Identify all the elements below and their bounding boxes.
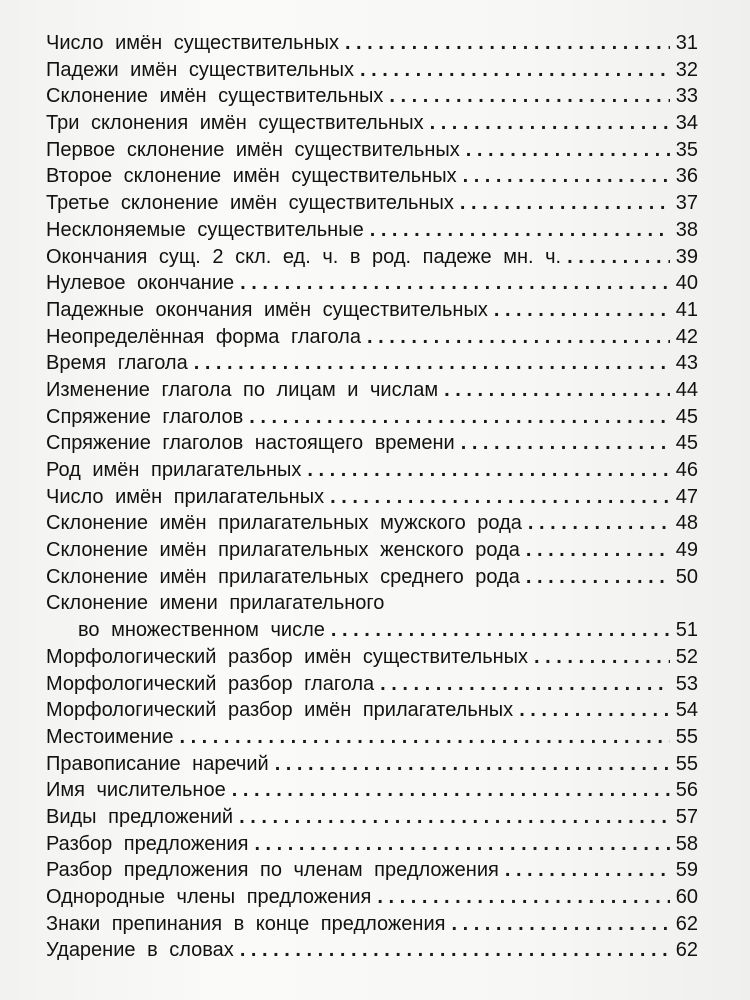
toc-entry-page: 48 bbox=[675, 512, 698, 535]
dot-leader bbox=[567, 244, 670, 271]
toc-entry bbox=[46, 57, 698, 84]
toc-entry-page: 41 bbox=[675, 298, 698, 321]
toc-entry-page: 54 bbox=[675, 699, 698, 722]
dot-leader bbox=[526, 564, 670, 591]
toc-entry bbox=[46, 377, 698, 404]
toc-entry-title: Имя числительное bbox=[46, 779, 226, 802]
toc-entry-title: Три склонения имён существительных bbox=[46, 112, 424, 135]
toc-entry bbox=[46, 537, 698, 564]
toc-entry-page: 38 bbox=[675, 218, 698, 241]
toc-entry bbox=[46, 324, 698, 351]
toc-entry bbox=[46, 217, 698, 244]
toc-entry-title: Морфологический разбор имён прилагательных bbox=[46, 699, 514, 722]
toc-entry-title: Неопределённая форма глагола bbox=[46, 325, 361, 348]
toc-entry bbox=[46, 163, 698, 190]
toc-entry-page: 60 bbox=[675, 886, 698, 908]
toc-entry bbox=[46, 457, 698, 484]
toc-entry-title-continuation: во множественном числе bbox=[78, 619, 325, 642]
dot-leader bbox=[360, 57, 670, 84]
toc-entry-title: Род имён прилагательных bbox=[46, 459, 302, 481]
toc-entry-title: Несклоняемые существительные bbox=[46, 218, 364, 241]
toc-entry bbox=[46, 430, 698, 457]
toc-entry-page: 50 bbox=[675, 565, 698, 588]
toc-entry bbox=[46, 110, 698, 137]
toc-entry-title: Знаки препинания в конце предложения bbox=[46, 912, 446, 935]
toc-entry-title: Ударение в словах bbox=[46, 939, 234, 962]
toc-entry-title: Склонение имён прилагательных женского рода bbox=[46, 539, 520, 562]
toc-entry-title: Морфологический разбор имён существительных bbox=[46, 645, 529, 668]
dot-leader bbox=[249, 404, 670, 431]
toc-entry-title: Третье склонение имён существительных bbox=[46, 192, 454, 215]
toc-entry-title: Изменение глагола по лицам и числам bbox=[46, 378, 439, 401]
toc-entry bbox=[46, 751, 698, 778]
dot-leader bbox=[461, 430, 670, 457]
toc-entry bbox=[46, 777, 698, 804]
toc-entry bbox=[46, 30, 698, 57]
toc-entry-title: Морфологический разбор глагола bbox=[46, 672, 375, 695]
toc-entry bbox=[46, 911, 698, 938]
toc-entry bbox=[46, 644, 698, 671]
toc-entry-title: Правописание наречий bbox=[46, 752, 269, 775]
toc-entry-page: 43 bbox=[675, 352, 698, 375]
toc-entry-page: 31 bbox=[675, 32, 698, 54]
toc-entry-page: 39 bbox=[675, 245, 698, 268]
toc-entry-title: Склонение имён прилагательных мужского рода bbox=[46, 512, 522, 535]
dot-leader bbox=[430, 110, 670, 137]
toc-entry-page: 58 bbox=[675, 832, 698, 855]
toc-entry bbox=[46, 244, 698, 271]
toc-entry-page: 37 bbox=[675, 192, 698, 215]
toc-entry-page: 49 bbox=[675, 539, 698, 562]
toc-entry-title: Виды предложений bbox=[46, 805, 234, 828]
toc-entry-title: Местоимение bbox=[46, 725, 174, 748]
dot-leader bbox=[370, 217, 670, 244]
toc-entry bbox=[46, 857, 698, 884]
dot-leader bbox=[463, 163, 670, 190]
toc-entry bbox=[46, 697, 698, 724]
toc-entry bbox=[46, 671, 698, 698]
toc-entry-title: Время глагола bbox=[46, 352, 188, 375]
dot-leader bbox=[275, 751, 670, 778]
toc-entry-title: Склонение имён существительных bbox=[46, 85, 384, 108]
toc-entry bbox=[46, 590, 698, 617]
dot-leader bbox=[240, 937, 670, 964]
toc-entry-title: Число имён существительных bbox=[46, 32, 339, 54]
toc-entry-page: 45 bbox=[675, 405, 698, 428]
toc-entry bbox=[46, 350, 698, 377]
dot-leader bbox=[367, 324, 670, 351]
toc-entry-title: Спряжение глаголов настоящего времени bbox=[46, 432, 455, 455]
toc-entry-page: 44 bbox=[675, 378, 698, 401]
toc-entry bbox=[46, 83, 698, 110]
dot-leader bbox=[466, 137, 670, 164]
toc-entry-page: 36 bbox=[675, 165, 698, 188]
dot-leader bbox=[179, 724, 670, 751]
toc-entry-page: 56 bbox=[675, 779, 698, 802]
toc-entry bbox=[46, 137, 698, 164]
dot-leader bbox=[331, 617, 670, 644]
toc-entry-page: 52 bbox=[675, 645, 698, 668]
dot-leader bbox=[330, 484, 670, 511]
toc-entry bbox=[46, 510, 698, 537]
dot-leader bbox=[460, 190, 670, 217]
dot-leader bbox=[519, 697, 670, 724]
toc-entry-title: Разбор предложения bbox=[46, 832, 249, 855]
dot-leader bbox=[307, 457, 670, 484]
dot-leader bbox=[254, 831, 670, 858]
toc-entry-page: 42 bbox=[675, 325, 698, 348]
dot-leader bbox=[240, 270, 670, 297]
toc-entry-title: Склонение имени прилагательного bbox=[46, 592, 385, 615]
toc-entry-page: 53 bbox=[675, 672, 698, 695]
toc-entry bbox=[46, 404, 698, 431]
toc-entry-page: 32 bbox=[675, 58, 698, 81]
toc-entry-title: Спряжение глаголов bbox=[46, 405, 244, 428]
toc-entry-page: 33 bbox=[675, 85, 698, 108]
toc-entry-title: Число имён прилагательных bbox=[46, 485, 325, 508]
dot-leader bbox=[232, 777, 670, 804]
dot-leader bbox=[380, 671, 670, 698]
toc-entry-page: 35 bbox=[675, 138, 698, 161]
toc-entry-page: 51 bbox=[675, 619, 698, 642]
dot-leader bbox=[534, 644, 670, 671]
toc-entry-title: Нулевое окончание bbox=[46, 272, 235, 295]
toc-entry-page: 59 bbox=[675, 859, 698, 882]
toc-entry-page: 57 bbox=[675, 805, 698, 828]
toc-entry-page: 40 bbox=[675, 272, 698, 295]
toc-entry-continuation bbox=[46, 617, 698, 644]
toc-entry-page: 62 bbox=[675, 939, 698, 962]
dot-leader bbox=[451, 911, 670, 938]
dot-leader bbox=[345, 30, 670, 57]
toc-entry bbox=[46, 937, 698, 964]
dot-leader bbox=[505, 857, 670, 884]
dot-leader bbox=[528, 510, 670, 537]
dot-leader bbox=[444, 377, 670, 404]
toc-entry-page: 62 bbox=[675, 912, 698, 935]
dot-leader bbox=[377, 884, 670, 911]
toc-entry-page: 46 bbox=[675, 459, 698, 481]
toc-entry bbox=[46, 831, 698, 858]
toc-entry-page: 55 bbox=[675, 752, 698, 775]
toc-entry-title: Первое склонение имён существительных bbox=[46, 138, 460, 161]
dot-leader bbox=[494, 297, 670, 324]
toc-entry-title: Второе склонение имён существительных bbox=[46, 165, 457, 188]
toc-entry-title: Падежи имён существительных bbox=[46, 58, 355, 81]
dot-leader bbox=[389, 83, 670, 110]
toc-entry-page: 34 bbox=[675, 112, 698, 135]
toc-entry bbox=[46, 724, 698, 751]
toc-entry bbox=[46, 804, 698, 831]
toc-entry bbox=[46, 270, 698, 297]
toc-entry-title: Склонение имён прилагательных среднего рода bbox=[46, 565, 520, 588]
toc-entry bbox=[46, 884, 698, 911]
toc-entry-title: Разбор предложения по членам предложения bbox=[46, 859, 499, 882]
toc-entry bbox=[46, 190, 698, 217]
toc-entry bbox=[46, 564, 698, 591]
toc-entry-title: Окончания сущ. 2 скл. ед. ч. в род. падеже мн. ч. bbox=[46, 245, 562, 268]
toc-entry-page: 47 bbox=[675, 485, 698, 508]
toc-entry-title: Однородные члены предложения bbox=[46, 886, 372, 908]
table-of-contents bbox=[46, 30, 698, 964]
toc-entry-title: Падежные окончания имён существительных bbox=[46, 298, 488, 321]
toc-entry-page: 45 bbox=[675, 432, 698, 455]
toc-entry bbox=[46, 297, 698, 324]
dot-leader bbox=[194, 350, 670, 377]
toc-entry-page: 55 bbox=[675, 725, 698, 748]
toc-entry bbox=[46, 484, 698, 511]
dot-leader bbox=[239, 804, 670, 831]
dot-leader bbox=[526, 537, 670, 564]
